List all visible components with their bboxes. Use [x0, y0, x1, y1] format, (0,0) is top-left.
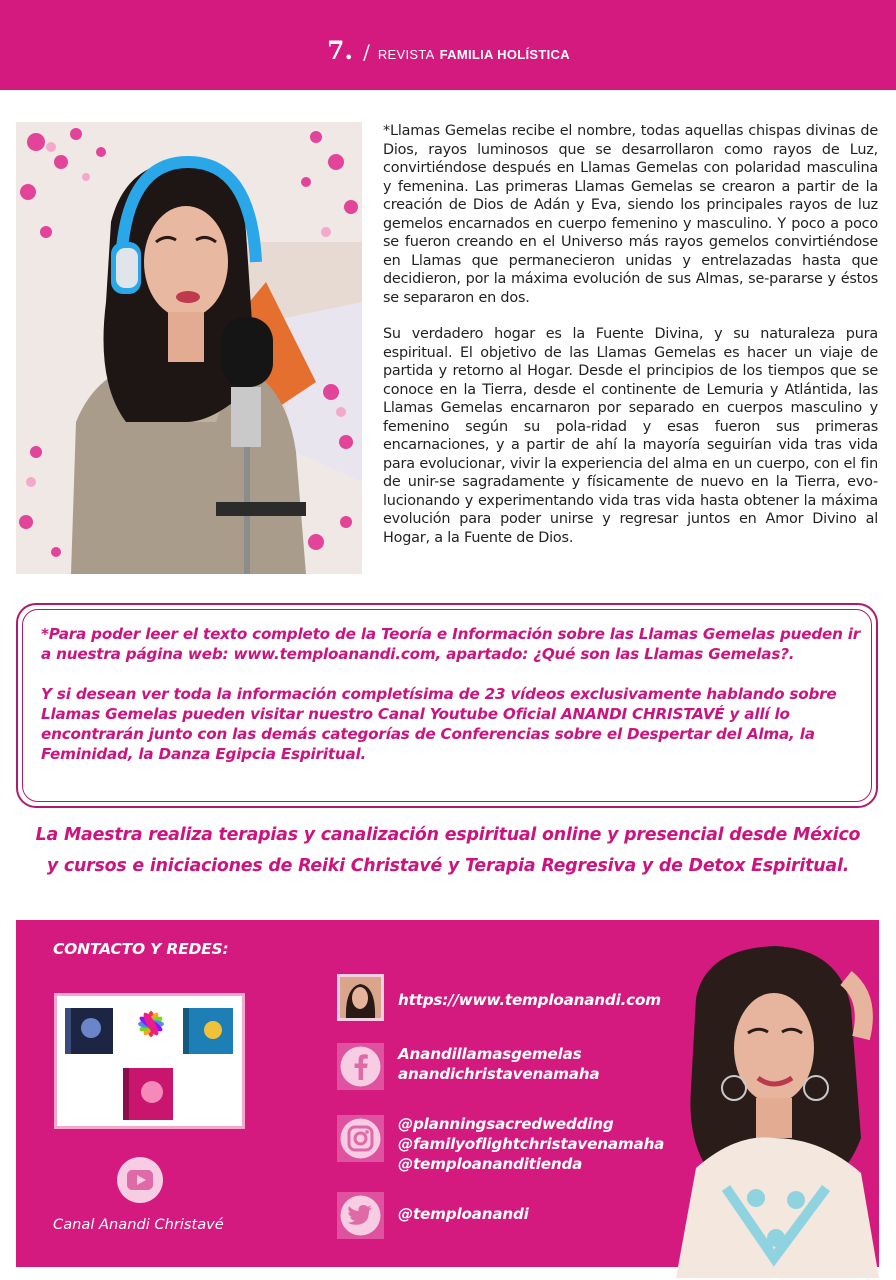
- instagram-handle[interactable]: @planningsacredwedding: [398, 1115, 614, 1133]
- website-link[interactable]: https://www.temploanandi.com: [398, 991, 661, 1009]
- radio-host-illustration: [16, 122, 362, 574]
- book-covers-illustration: [57, 996, 242, 1126]
- magazine-prefix: REVISTA: [377, 47, 435, 62]
- promo-line: y cursos e iniciaciones de Reiki Christavé y Terapia Regresiva y de Detox Espiritual.: [46, 856, 850, 876]
- article-paragraph: *Llamas Gemelas recibe el nombre, todas aquellas chispas divinas de Dios, rayos luminosos que se desarrollaron como rayos de Luz, convirtiéndose después en Llamas Gemelas con polaridad masculina y femenina. Las primeras Llamas Gemelas se crearon a partir de la creación de Dios de Adán y Eva, siendo los principales rayos de luz gemelos encarnados en cuerpo femenino y masculino. Y poco a poco se fueron creando en el Universo más rayos gemelos convirtiéndose en Llamas que permanecieron unidas y entrelazadas hasta que decidieron, por la máxima evolución de sus Almas, se-pararse y éstos se separaron en dos.: [383, 123, 878, 306]
- facebook-handle[interactable]: Anandillamasgemelas: [398, 1045, 582, 1063]
- info-paragraph-youtube: Y si desean ver toda la información completísima de 23 vídeos exclusivamente hablando sobre Llamas Gemelas pueden visitar nuestro Canal Youtube Oficial ANANDI CHRISTAVÉ y allí lo encontrarán junto con las demás categorías de Conferencias sobre el Despertar del Alma, la Feminidad, la Danza Egipcia Espiritual.: [41, 685, 837, 763]
- instagram-handles[interactable]: [398, 1114, 664, 1174]
- article-paragraph: Su verdadero hogar es la Fuente Divina, y su naturaleza pura espiritual. El objetivo de las Llamas Gemelas es hacer un viaje de partida y retorno al Hogar. Desde el principios de los tiempos que se conoce en la Tierra, desde el continente de Lemuria y Atlántida, las Llamas Gemelas encarnaron por separado en cuerpos masculino y femenino según su pola-ridad y esas fueron sus primeras encarnaciones, y a partir de ahí la mayoría seguirían vida tras vida para evolucionar, vivir la experiencia del alma en un cuerpo, con el fin de unir-se sagradamente y físicamente de nuevo en la Tierra, evo-lucionando y experimentando vida tras vida hasta obtener la máxima evolución para poder unirse y regresar juntos en Amor Divino al Hogar, a la Fuente de Dios.: [383, 326, 878, 546]
- instagram-handle[interactable]: @temploananditienda: [398, 1155, 583, 1173]
- teacher-portrait: [656, 938, 879, 1278]
- header-separator: /: [363, 40, 370, 64]
- website-avatar-icon[interactable]: [337, 974, 384, 1021]
- youtube-channel-label[interactable]: Canal Anandi Christavé: [53, 1216, 224, 1233]
- info-paragraph-website: *Para poder leer el texto completo de la Teoría e Información sobre las Llamas Gemelas pueden ir a nuestra página web: www.temploanandi.com, apartado: ¿Qué son las Llamas Gemelas?.: [41, 625, 861, 663]
- instagram-handle[interactable]: @familyoflightchristavenamaha: [398, 1135, 665, 1153]
- services-promo: [0, 820, 896, 882]
- promo-line: La Maestra realiza terapias y canalización espiritual online y presencial desde México: [35, 825, 861, 845]
- magazine-name: FAMILIA HOLÍSTICA: [439, 47, 570, 62]
- page-header: [327, 36, 570, 65]
- info-box-text: [41, 624, 861, 764]
- books-image: [54, 993, 245, 1129]
- article-body: [383, 122, 878, 547]
- instagram-icon[interactable]: [337, 1115, 384, 1162]
- page-number: 7.: [327, 36, 354, 65]
- contact-title: CONTACTO Y REDES:: [53, 940, 229, 958]
- facebook-icon[interactable]: [337, 1043, 384, 1090]
- twitter-icon[interactable]: [337, 1192, 384, 1239]
- twitter-handle[interactable]: @temploanandi: [398, 1205, 529, 1223]
- facebook-handle[interactable]: anandichristavenamaha: [398, 1065, 600, 1083]
- facebook-handles[interactable]: [398, 1044, 599, 1084]
- radio-host-photo: [16, 122, 362, 574]
- youtube-icon[interactable]: [116, 1156, 164, 1204]
